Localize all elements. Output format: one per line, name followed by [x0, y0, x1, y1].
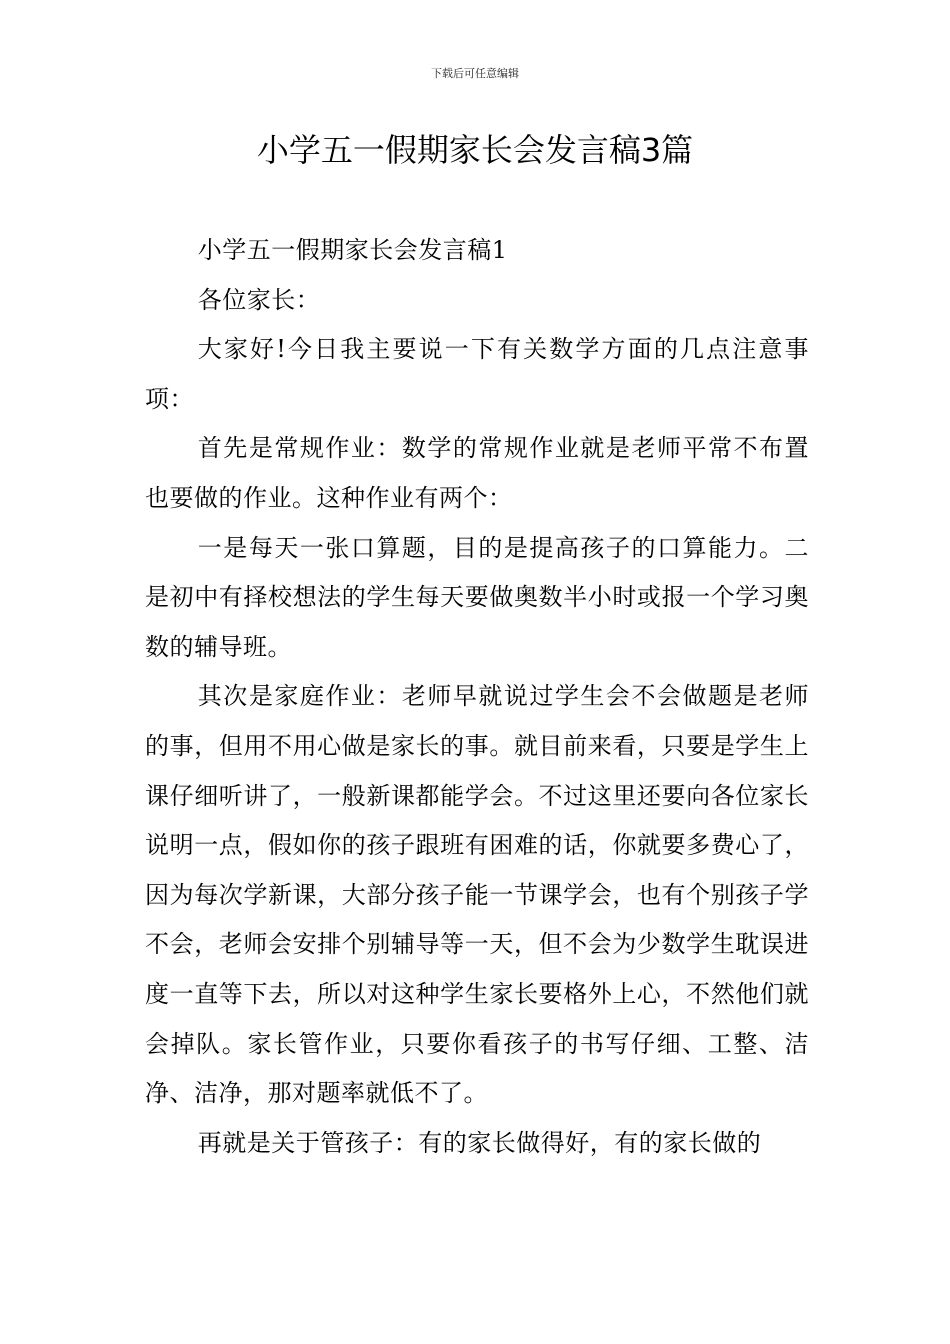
paragraph-family-homework: 其次是家庭作业：老师早就说过学生会不会做题是老师的事，但用不用心做是家长的事。就目前来看，只要是学生上课仔细听讲了，一般新课都能学会。不过这里还要向各位家长说明一点，假如你的孩子跟班有困难的话，你就要多费心了，因为每次学新课，大部分孩子能一节课学会，也有个别孩子学不会，老师会安排个别辅导等一天，但不会为少数学生耽误进度一直等下去，所以对这种学生家长要格外上心，不然他们就会掉队。家长管作业，只要你看孩子的书写仔细、工整、洁净、洁净，那对题率就低不了。: [145, 682, 809, 1108]
page-header-note: 下载后可任意编辑: [431, 67, 519, 80]
document-title: 小学五一假期家长会发言稿3篇: [256, 131, 694, 169]
paragraph-routine-homework: 首先是常规作业：数学的常规作业就是老师平常不布置也要做的作业。这种作业有两个：: [145, 434, 809, 512]
document-body: [145, 226, 809, 1168]
paragraph-intro: 大家好!今日我主要说一下有关数学方面的几点注意事项：: [145, 335, 809, 413]
paragraph-subtitle: 小学五一假期家长会发言稿1: [197, 236, 508, 264]
paragraph-greeting: 各位家长：: [197, 285, 321, 314]
paragraph-two-tasks: 一是每天一张口算题，目的是提高孩子的口算能力。二是初中有择校想法的学生每天要做奥数半小时或报一个学习奥数的辅导班。: [145, 533, 809, 661]
paragraph-managing-children: 再就是关于管孩子：有的家长做得好，有的家长做的: [197, 1128, 762, 1157]
